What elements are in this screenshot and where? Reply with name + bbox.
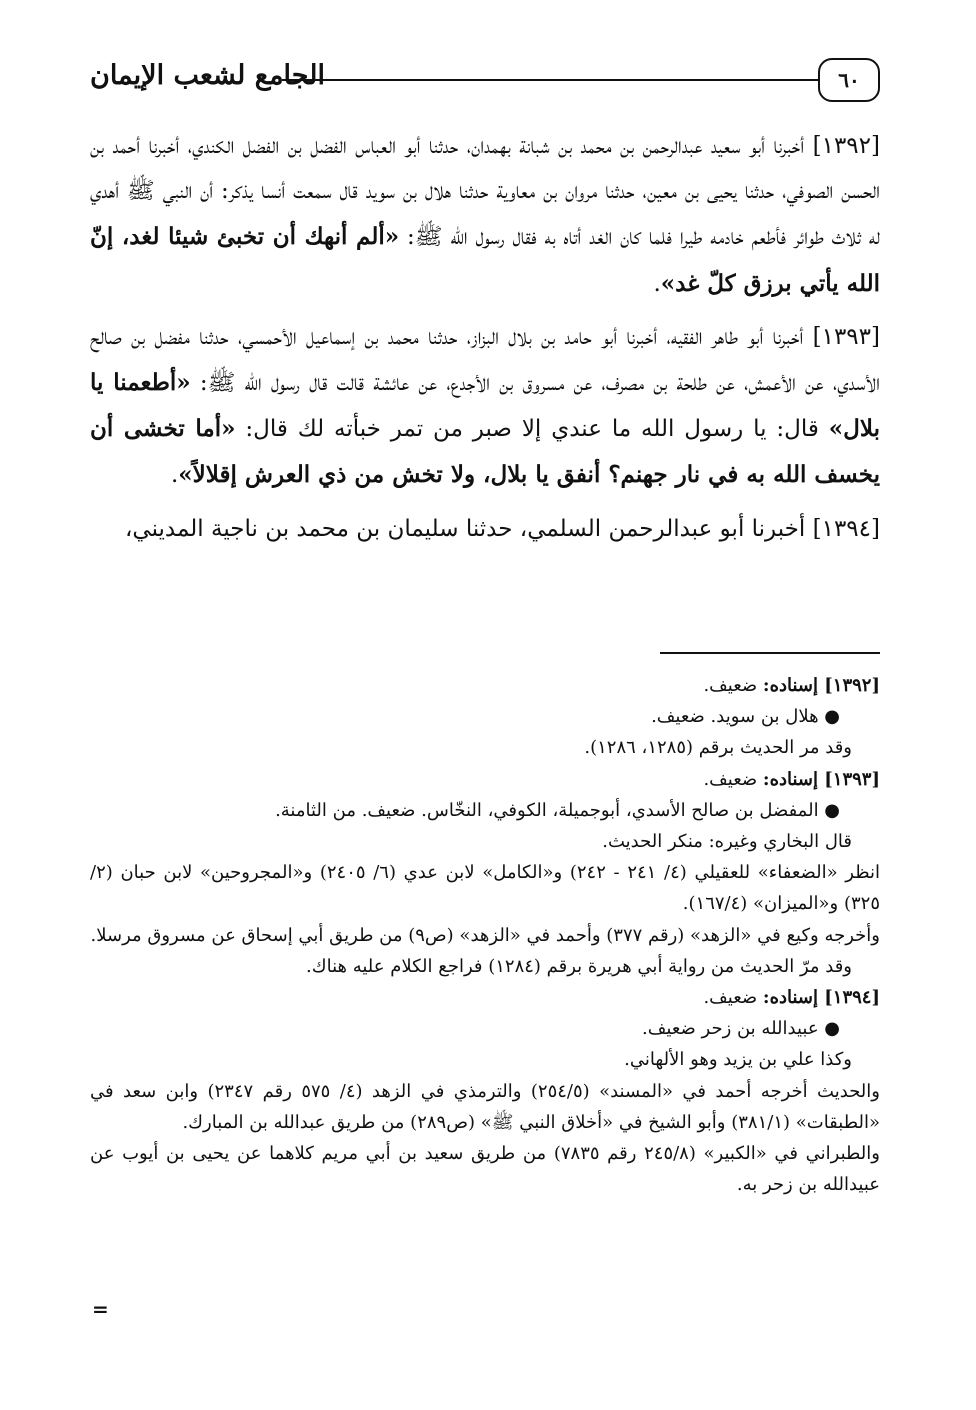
- footnote-bullet: ● المفضل بن صالح الأسدي، أبوجميلة، الكوفي، النخّاس. ضعيف. من الثامنة.: [275, 799, 840, 821]
- header-rule: [282, 79, 820, 81]
- continuation-mark: =: [92, 1297, 109, 1321]
- hadith-end: .: [170, 462, 179, 489]
- footnote-bullet: ● هلال بن سويد. ضعيف.: [651, 706, 840, 728]
- main-text: [90, 124, 880, 560]
- hadith-end: .: [653, 270, 661, 297]
- hadith-1393: [90, 315, 880, 499]
- footnote-heading: [90, 764, 880, 795]
- hadith-text: أخبرنا أبو سعيد عبدالرحمن بن محمد بن شبانة بهمدان، حدثنا أبو العباس الفضل بن الفضل الكندي، أخبرنا أحمد بن الحسن الصوفي، حدثنا يحيى بن معين، حدثنا مروان بن معاوية حدثنا هلال بن سويد قال سمعت أنسا يذكر: أن النبي ﷺ أهدي له ثلاث طوائر فأطعم خادمه طيرا فلما كان الغد أتاه به فقال رسول الله ﷺ:: [90, 133, 880, 251]
- hadith-text-mid: قال: يا رسول الله ما عندي إلا صبر من تمر خبأته لك قال:: [235, 416, 829, 443]
- footnote-line: وأخرجه وكيع في «الزهد» (رقم ٣٧٧) وأحمد في «الزهد» (ص٩) من طريق أبي إسحاق عن مسروق مرسلا.: [90, 924, 880, 946]
- footnote-line: والحديث أخرجه أحمد في «المسند» (٢٥٤/٥) والترمذي في الزهد (٤/ ٥٧٥ رقم ٢٣٤٧) وابن سعد في «الطبقات» (٣٨١/١) وأبو الشيخ في «أخلاق النبي ﷺ» (ص٢٨٩) من طريق عبدالله بن المبارك.: [90, 1080, 880, 1133]
- hadith-number: [١٣٩٢]: [812, 133, 880, 159]
- footnote-line: قال البخاري وغيره: منكر الحديث.: [602, 831, 852, 853]
- hadith-1394: [90, 507, 880, 552]
- hadith-quote: «أما تخشى أن يخسف الله به في نار جهنم؟ أنفق يا بلال، ولا تخش من ذي العرش إقلالاً»: [90, 415, 880, 489]
- hadith-text: أخبرنا أبو طاهر الفقيه، أخبرنا أبو حامد بن بلال البزاز، حدثنا محمد بن إسماعيل الأحمسي، حدثنا مفضل بن صالح الأسدي، عن الأعمش، عن طلحة بن مصرف، عن مسروق بن الأجدع، عن عائشة قالت قال رسول الله ﷺ:: [90, 323, 881, 397]
- footnote-label: [١٣٩٤] إسناده:: [762, 987, 880, 1009]
- hadith-1392: [90, 124, 880, 307]
- footnote-grade: ضعيف.: [703, 987, 763, 1009]
- running-title: الجامع لشعب الإيمان: [90, 60, 325, 91]
- footnotes: [90, 670, 880, 1200]
- footnote-line: وكذا علي بن يزيد وهو الألهاني.: [624, 1049, 852, 1071]
- footnote-line: وقد مر الحديث برقم (١٢٨٥، ١٢٨٦).: [584, 737, 852, 759]
- footnote-label: [١٣٩٣] إسناده:: [762, 768, 880, 790]
- hadith-text: أخبرنا أبو عبدالرحمن السلمي، حدثنا سليمان بن محمد بن ناجية المديني،: [124, 515, 813, 542]
- footnote-grade: ضعيف.: [703, 768, 763, 790]
- footnote-label: [١٣٩٢] إسناده:: [762, 675, 880, 696]
- hadith-quote: «ألم أنهك أن تخبئ شيئا لغد، إنّ الله يأتي برزق كلّ غد»: [90, 223, 880, 297]
- footnote-heading: [90, 982, 880, 1013]
- page-header: [90, 50, 880, 110]
- hadith-quote: «أطعمنا يا بلال»: [90, 369, 881, 443]
- page-number-badge: ٦٠: [818, 58, 880, 102]
- footnote-bullet: ● عبيدالله بن زحر ضعيف.: [642, 1018, 840, 1040]
- hadith-number: [١٣٩٤]: [812, 515, 880, 542]
- hadith-number: [١٣٩٣]: [812, 323, 880, 350]
- footnote-divider: [660, 652, 880, 654]
- footnote-line: وقد مرّ الحديث من رواية أبي هريرة برقم (١٢٨٤) فراجع الكلام عليه هناك.: [306, 955, 852, 977]
- footnote-line: والطبراني في «الكبير» (٢٤٥/٨ رقم ٧٨٣٥) من طريق سعيد بن أبي مريم كلاهما عن يحيى بن أيوب عن عبيدالله بن زحر به.: [90, 1143, 880, 1196]
- footnote-grade: ضعيف.: [703, 675, 763, 696]
- footnote-heading: [90, 670, 880, 701]
- footnote-line: انظر «الضعفاء» للعقيلي (٤/ ٢٤١ - ٢٤٢) و«الكامل» لابن عدي (٦/ ٢٤٠٥) و«المجروحين» لابن حبان (٢/ ٣٢٥) و«الميزان» (١٦٧/٤).: [90, 862, 880, 915]
